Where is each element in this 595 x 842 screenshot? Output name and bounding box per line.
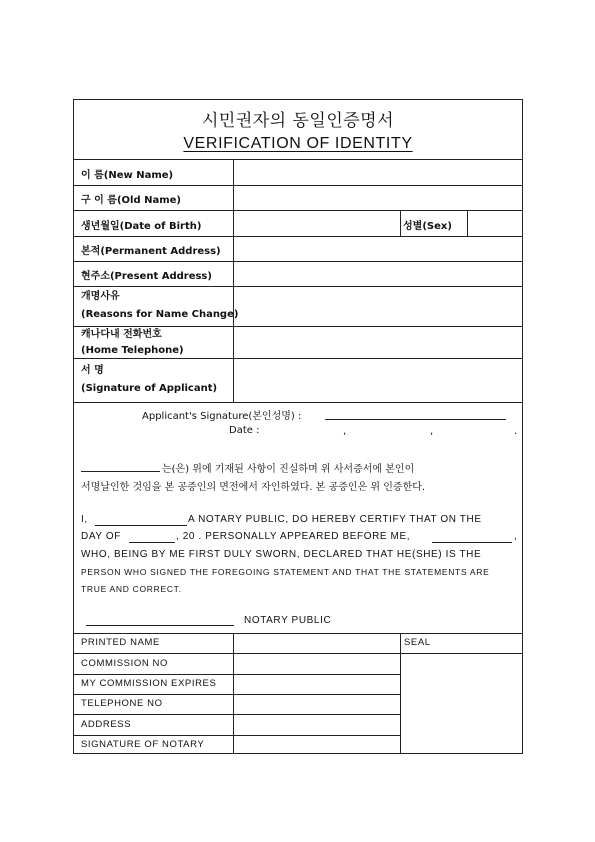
date-label: Date :: [229, 425, 260, 436]
notary-statement-line5: TRUE AND CORRECT.: [81, 584, 182, 594]
commission-expires-field[interactable]: [234, 675, 400, 694]
seal-label: SEAL: [404, 637, 431, 648]
notary-statement-line4: PERSON WHO SIGNED THE FOREGOING STATEMENT AND THAT THE STATEMENTS ARE: [81, 567, 490, 577]
notary-signature-underline[interactable]: [86, 625, 234, 626]
home-telephone-label-en: (Home Telephone): [81, 345, 184, 356]
name-change-reason-label-ko: 개명사유: [81, 291, 120, 302]
date-of-birth-label: 생년월일(Date of Birth): [81, 221, 202, 232]
home-telephone-field[interactable]: [234, 327, 522, 358]
signature-label-en: (Signature of Applicant): [81, 383, 218, 394]
notary-public-label: NOTARY PUBLIC: [244, 615, 332, 626]
permanent-address-field[interactable]: [234, 237, 522, 261]
date-separator: ,: [430, 426, 434, 437]
commission-no-field[interactable]: [234, 654, 400, 674]
notary-statement-comma: ,: [514, 531, 518, 542]
printed-name-field[interactable]: [234, 634, 400, 653]
notary-name-underline[interactable]: [95, 525, 187, 526]
notary-statement-i: I,: [81, 514, 88, 525]
present-address-label: 현주소(Present Address): [81, 271, 212, 282]
new-name-label: 이 름(New Name): [81, 170, 174, 181]
home-telephone-label-ko: 캐나다내 전화번호: [81, 329, 162, 340]
permanent-address-label: 본적(Permanent Address): [81, 246, 221, 257]
seal-area: [401, 654, 522, 754]
date-end: .: [514, 426, 518, 437]
korean-statement-line2: 서명날인한 것임을 본 공증인의 면전에서 자인하였다. 본 공증인은 위 인증한다.: [81, 482, 426, 493]
name-change-reason-label-en: (Reasons for Name Change): [81, 309, 239, 320]
sex-field[interactable]: [468, 211, 522, 236]
identity-verification-form: [73, 99, 523, 754]
signature-of-notary-label: SIGNATURE OF NOTARY: [81, 739, 205, 750]
date-of-birth-field[interactable]: [234, 211, 400, 236]
name-blank-underline[interactable]: [81, 471, 160, 472]
sex-label: 성별(Sex): [403, 221, 452, 232]
address-field[interactable]: [234, 715, 400, 735]
signature-label-ko: 서 명: [81, 365, 104, 376]
applicant-signature-line-label: Applicant's Signature(본인성명) :: [142, 411, 302, 422]
applicant-signature-field[interactable]: [234, 359, 522, 402]
address-label: ADDRESS: [81, 719, 132, 730]
divider: [74, 402, 522, 403]
form-title-korean: 시민권자의 동일인증명서: [201, 111, 395, 131]
form-title-english: VERIFICATION OF IDENTITY: [183, 135, 413, 152]
day-underline[interactable]: [129, 542, 175, 543]
notary-signature-field[interactable]: [234, 736, 400, 754]
telephone-no-label: TELEPHONE NO: [81, 698, 163, 709]
appeared-name-underline[interactable]: [432, 542, 512, 543]
korean-statement-line1: 는(은) 위에 기재된 사항이 진실하며 위 사서증서에 본인이: [162, 464, 415, 475]
applicant-signature-underline[interactable]: [325, 419, 506, 420]
notary-statement-day-of: DAY OF: [81, 531, 121, 542]
new-name-field[interactable]: [234, 160, 522, 185]
divider: [400, 210, 401, 236]
present-address-field[interactable]: [234, 262, 522, 286]
telephone-no-field[interactable]: [234, 695, 400, 714]
name-change-reason-field[interactable]: [234, 287, 522, 326]
old-name-field[interactable]: [234, 186, 522, 210]
commission-no-label: COMMISSION NO: [81, 658, 168, 669]
commission-expires-label: MY COMMISSION EXPIRES: [81, 678, 217, 689]
notary-statement-line2: , 20 . PERSONALLY APPEARED BEFORE ME,: [176, 531, 411, 542]
notary-statement-line3: WHO, BEING BY ME FIRST DULY SWORN, DECLARED THAT HE(SHE) IS THE: [81, 549, 482, 560]
notary-statement-line1: A NOTARY PUBLIC, DO HEREBY CERTIFY THAT ON THE: [188, 514, 482, 525]
old-name-label: 구 이 름(Old Name): [81, 195, 181, 206]
date-separator: ,: [343, 426, 347, 437]
printed-name-label: PRINTED NAME: [81, 637, 160, 648]
